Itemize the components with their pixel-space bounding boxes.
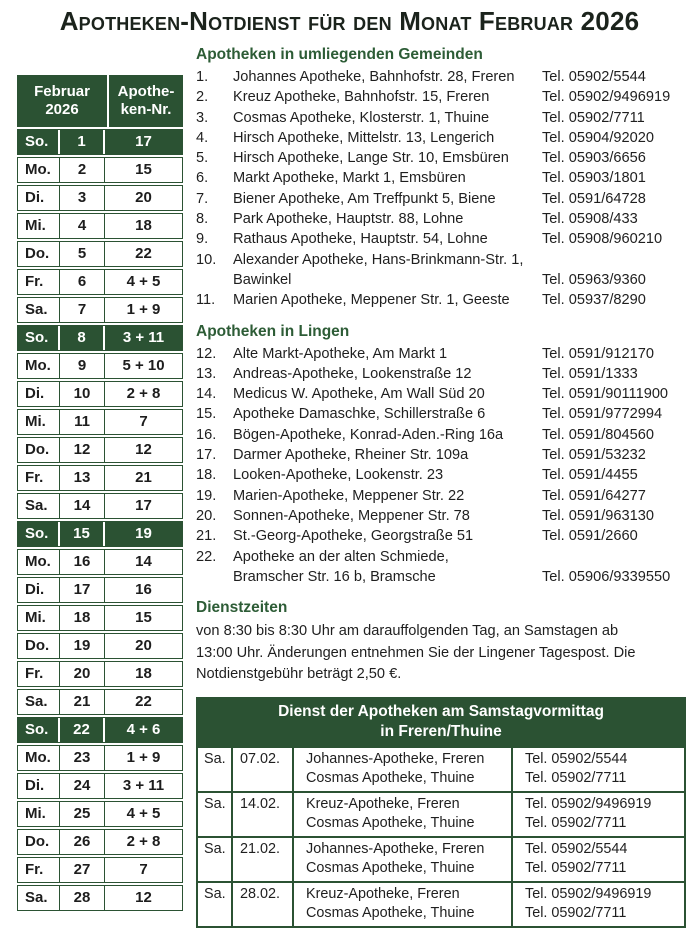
pharmacy-phone: Tel. 05908/960210 — [542, 231, 663, 248]
pharmacy-list-umliegende — [196, 67, 692, 311]
calendar-row — [17, 269, 183, 295]
pharmacy-name — [233, 364, 542, 384]
pharmacy-list-item — [196, 486, 692, 506]
pharmacy-name-line1: Apotheke Damaschke, Schillerstraße 6 — [233, 406, 486, 423]
saturday-phone-line2: Tel. 05902/7711 — [525, 815, 627, 832]
saturday-phones-cell — [513, 838, 684, 881]
calendar-nr-cell: 3 + 11 — [122, 329, 165, 347]
pharmacy-number: 11. — [196, 292, 216, 309]
pharmacy-name — [233, 404, 542, 424]
dienstzeiten-line3: Notdienstgebühr beträgt 2,50 €. — [196, 666, 402, 683]
calendar-row — [17, 493, 183, 519]
pharmacy-name-line1: Cosmas Apotheke, Klosterstr. 1, Thuine — [233, 109, 490, 126]
calendar-date-cell: 16 — [60, 550, 105, 574]
calendar-nr-cell: 3 + 11 — [122, 777, 165, 795]
pharmacy-number: 21. — [196, 528, 217, 545]
calendar-row — [17, 605, 183, 631]
pharmacy-number: 10. — [196, 251, 217, 268]
pharmacy-list-item — [196, 189, 692, 209]
saturday-pharmacy-line1: Johannes-Apotheke, Freren — [306, 750, 485, 767]
calendar-row — [17, 689, 183, 715]
saturday-phone-line1: Tel. 05902/9496919 — [525, 885, 652, 902]
calendar-table — [17, 75, 183, 913]
pharmacy-name-line2: Bramscher Str. 16 b, Bramsche — [233, 568, 436, 585]
calendar-date-cell: 6 — [60, 270, 105, 294]
calendar-date-cell: 22 — [60, 718, 105, 742]
saturday-table-header — [198, 699, 684, 746]
calendar-day-cell: Do. — [18, 830, 60, 854]
pharmacy-list-item — [196, 384, 692, 404]
calendar-date-cell: 21 — [60, 690, 105, 714]
saturday-day-cell: Sa. — [198, 838, 233, 881]
pharmacy-number: 9. — [196, 231, 209, 248]
saturday-pharmacy-line1: Kreuz-Apotheke, Freren — [306, 795, 460, 812]
calendar-day-cell: So. — [18, 522, 60, 546]
pharmacy-list-item — [196, 547, 692, 588]
pharmacy-name — [233, 250, 542, 291]
pharmacy-list-item — [196, 445, 692, 465]
calendar-row — [17, 633, 183, 659]
calendar-nr-cell: 16 — [135, 581, 152, 599]
pharmacy-list-item — [196, 290, 692, 310]
pharmacy-number: 6. — [196, 170, 209, 187]
saturday-phones-cell — [513, 883, 684, 926]
page-title: Apotheken-Notdienst für den Monat Februar 2026 — [59, 6, 640, 36]
pharmacy-list-item — [196, 250, 692, 291]
calendar-row — [17, 353, 183, 379]
pharmacy-name-line1: Bögen-Apotheke, Konrad-Aden.-Ring 16a — [233, 426, 504, 443]
saturday-phone-line1: Tel. 05902/5544 — [525, 750, 628, 767]
pharmacy-phone: Tel. 0591/64728 — [542, 190, 646, 207]
pharmacy-name — [233, 229, 542, 249]
calendar-nr-cell: 1 + 9 — [126, 749, 161, 767]
calendar-day-cell: Mo. — [18, 354, 60, 378]
calendar-date-cell: 3 — [60, 186, 105, 210]
calendar-nr-cell: 15 — [135, 161, 152, 179]
pharmacy-name — [233, 506, 542, 526]
calendar-nr-cell: 21 — [135, 469, 152, 487]
calendar-row — [17, 801, 183, 827]
calendar-nr-cell: 4 + 5 — [126, 805, 161, 823]
calendar-date-cell: 23 — [60, 746, 105, 770]
saturday-table-row — [198, 836, 684, 881]
calendar-row — [17, 381, 183, 407]
pharmacy-number: 13. — [196, 365, 217, 382]
pharmacy-name-line2: Bawinkel — [233, 271, 292, 288]
pharmacy-name-line1: Andreas-Apotheke, Lookenstraße 12 — [233, 365, 472, 382]
calendar-day-cell: Di. — [18, 578, 60, 602]
calendar-day-cell: Di. — [18, 382, 60, 406]
calendar-day-cell: So. — [18, 130, 60, 154]
saturday-date-cell: 28.02. — [233, 883, 294, 926]
calendar-row — [17, 577, 183, 603]
pharmacy-name — [233, 209, 542, 229]
calendar-day-cell: Mo. — [18, 550, 60, 574]
calendar-day-cell: Do. — [18, 242, 60, 266]
calendar-day-cell: So. — [18, 326, 60, 350]
pharmacy-number: 18. — [196, 467, 217, 484]
pharmacy-list-item — [196, 344, 692, 364]
dienstzeiten-text — [196, 621, 692, 686]
saturday-table-row — [198, 791, 684, 836]
calendar-date-cell: 26 — [60, 830, 105, 854]
calendar-date-cell: 5 — [60, 242, 105, 266]
pharmacy-name-line1: Hirsch Apotheke, Lange Str. 10, Emsbüren — [233, 150, 509, 167]
saturday-day-cell: Sa. — [198, 793, 233, 836]
calendar-date-cell: 18 — [60, 606, 105, 630]
pharmacy-phone: Tel. 05902/7711 — [542, 109, 645, 126]
calendar-nr-cell: 15 — [135, 609, 152, 627]
pharmacy-number: 17. — [196, 447, 217, 464]
pharmacy-name — [233, 465, 542, 485]
calendar-row — [17, 185, 183, 211]
pharmacy-number: 19. — [196, 487, 217, 504]
pharmacy-name-line1: Marien-Apotheke, Meppener Str. 22 — [233, 487, 465, 504]
pharmacy-phone: Tel. 0591/64277 — [542, 487, 646, 504]
pharmacy-name-line1: Park Apotheke, Hauptstr. 88, Lohne — [233, 211, 464, 228]
pharmacy-number: 5. — [196, 150, 209, 167]
calendar-nr-cell: 5 + 10 — [122, 357, 165, 375]
calendar-day-cell: Sa. — [18, 298, 60, 322]
pharmacy-list-item — [196, 108, 692, 128]
calendar-day-cell: Mi. — [18, 410, 60, 434]
section-heading-dienstzeiten: Dienstzeiten — [196, 599, 288, 617]
saturday-pharmacies-cell — [294, 793, 513, 836]
calendar-row — [17, 241, 183, 267]
dienstzeiten-line1: von 8:30 bis 8:30 Uhr am darauffolgenden Tag, an Samstagen ab — [196, 623, 619, 640]
calendar-row — [17, 857, 183, 883]
pharmacy-number: 20. — [196, 507, 217, 524]
pharmacy-name — [233, 486, 542, 506]
pharmacy-name — [233, 108, 542, 128]
calendar-day-cell: Fr. — [18, 662, 60, 686]
section-heading-lingen: Apotheken in Lingen — [196, 322, 350, 340]
calendar-nr-cell: 12 — [135, 889, 152, 907]
pharmacy-list-item — [196, 87, 692, 107]
pharmacy-phone: Tel. 05903/1801 — [542, 170, 646, 187]
pharmacy-phone: Tel. 0591/90111900 — [542, 386, 669, 403]
pharmacy-phone: Tel. 05902/5544 — [542, 69, 646, 85]
calendar-nr-cell: 2 + 8 — [126, 385, 161, 403]
pharmacy-name — [233, 547, 542, 588]
calendar-row — [17, 325, 183, 351]
calendar-date-cell: 2 — [60, 158, 105, 182]
calendar-row — [17, 549, 183, 575]
saturday-pharmacies-cell — [294, 883, 513, 926]
saturday-table-row — [198, 746, 684, 791]
pharmacy-phone: Tel. 05903/6656 — [542, 150, 646, 167]
calendar-date-cell: 9 — [60, 354, 105, 378]
calendar-row — [17, 465, 183, 491]
pharmacy-list-item — [196, 128, 692, 148]
calendar-nr-cell: 4 + 5 — [126, 273, 161, 291]
calendar-row — [17, 129, 183, 155]
calendar-nr-cell: 12 — [135, 441, 152, 459]
calendar-nr-cell: 17 — [135, 133, 152, 151]
pharmacy-name — [233, 425, 542, 445]
calendar-date-cell: 28 — [60, 886, 105, 910]
calendar-day-cell: Fr. — [18, 270, 60, 294]
saturday-phone-line1: Tel. 05902/9496919 — [525, 795, 652, 812]
pharmacy-list-item — [196, 209, 692, 229]
calendar-day-cell: Sa. — [18, 690, 60, 714]
pharmacy-number: 8. — [196, 211, 209, 228]
calendar-day-cell: Fr. — [18, 858, 60, 882]
pharmacy-name-line1: Alte Markt-Apotheke, Am Markt 1 — [233, 345, 448, 362]
pharmacy-phone: Tel. 05906/9339550 — [542, 568, 671, 585]
pharmacy-name-line1: Markt Apotheke, Markt 1, Emsbüren — [233, 170, 466, 187]
pharmacy-name — [233, 67, 542, 87]
calendar-nr-cell: 2 + 8 — [126, 833, 161, 851]
saturday-date-cell: 14.02. — [233, 793, 294, 836]
calendar-date-cell: 12 — [60, 438, 105, 462]
pharmacy-name-line1: Hirsch Apotheke, Mittelstr. 13, Lengerich — [233, 129, 495, 146]
calendar-date-cell: 20 — [60, 662, 105, 686]
pharmacy-list-item — [196, 526, 692, 546]
main-content — [196, 46, 692, 928]
calendar-nr-cell: 4 + 6 — [126, 721, 161, 739]
calendar-row — [17, 717, 183, 743]
calendar-date-cell: 1 — [60, 130, 105, 154]
pharmacy-phone: Tel. 05963/9360 — [542, 271, 646, 288]
pharmacy-name — [233, 445, 542, 465]
calendar-day-cell: Mo. — [18, 746, 60, 770]
pharmacy-list-item — [196, 404, 692, 424]
calendar-date-cell: 24 — [60, 774, 105, 798]
calendar-row — [17, 213, 183, 239]
dienstzeiten-line2: 13:00 Uhr. Änderungen entnehmen Sie der Lingener Tagespost. Die — [196, 644, 636, 661]
calendar-date-cell: 19 — [60, 634, 105, 658]
calendar-nr-cell: 14 — [135, 553, 152, 571]
calendar-year-label: 2026 — [45, 101, 79, 118]
calendar-row — [17, 773, 183, 799]
calendar-row — [17, 521, 183, 547]
calendar-nr-cell: 18 — [135, 665, 152, 683]
pharmacy-name — [233, 128, 542, 148]
pharmacy-phone: Tel. 0591/4455 — [542, 467, 638, 484]
pharmacy-name — [233, 290, 542, 310]
saturday-pharmacies-cell — [294, 838, 513, 881]
saturday-phone-line2: Tel. 05902/7711 — [525, 770, 627, 787]
pharmacy-name-line1: Marien Apotheke, Meppener Str. 1, Geeste — [233, 292, 510, 309]
saturday-phone-line1: Tel. 05902/5544 — [525, 840, 628, 857]
pharmacy-number: 7. — [196, 190, 209, 207]
calendar-day-cell: So. — [18, 718, 60, 742]
calendar-rows — [17, 129, 183, 911]
pharmacy-name-line1: Johannes Apotheke, Bahnhofstr. 28, Freren — [233, 69, 515, 85]
calendar-day-cell: Do. — [18, 634, 60, 658]
saturday-table-row — [198, 881, 684, 926]
calendar-date-cell: 11 — [60, 410, 105, 434]
calendar-nr-cell: 20 — [135, 637, 152, 655]
calendar-row — [17, 157, 183, 183]
pharmacy-name-line1: Apotheke an der alten Schmiede, — [233, 548, 449, 565]
pharmacy-phone: Tel. 0591/9772994 — [542, 406, 663, 423]
calendar-day-cell: Sa. — [18, 886, 60, 910]
saturday-pharmacy-line1: Kreuz-Apotheke, Freren — [306, 885, 460, 902]
saturday-phones-cell — [513, 748, 684, 791]
saturday-phones-cell — [513, 793, 684, 836]
calendar-day-cell: Sa. — [18, 494, 60, 518]
saturday-day-cell: Sa. — [198, 883, 233, 926]
calendar-day-cell: Mi. — [18, 214, 60, 238]
calendar-header-month — [17, 75, 107, 127]
pharmacy-name-line1: Biener Apotheke, Am Treffpunkt 5, Biene — [233, 190, 496, 207]
saturday-table-title-line1: Dienst der Apotheken am Samstagvormittag — [278, 702, 604, 720]
saturday-phone-line2: Tel. 05902/7711 — [525, 860, 627, 877]
pharmacy-list-item — [196, 229, 692, 249]
calendar-nr-cell: 17 — [135, 497, 152, 515]
calendar-date-cell: 14 — [60, 494, 105, 518]
calendar-date-cell: 4 — [60, 214, 105, 238]
pharmacy-number: 15. — [196, 406, 217, 423]
saturday-pharmacy-line1: Johannes-Apotheke, Freren — [306, 840, 485, 857]
pharmacy-name-line1: Darmer Apotheke, Rheiner Str. 109a — [233, 447, 469, 464]
pharmacy-list-item — [196, 168, 692, 188]
pharmacy-phone: Tel. 0591/963130 — [542, 507, 654, 524]
pharmacy-phone: Tel. 0591/1333 — [542, 365, 638, 382]
pharmacy-name — [233, 344, 542, 364]
calendar-date-cell: 8 — [60, 326, 105, 350]
saturday-pharmacies-cell — [294, 748, 513, 791]
calendar-date-cell: 25 — [60, 802, 105, 826]
pharmacy-phone: Tel. 05937/8290 — [542, 292, 646, 309]
pharmacy-list-item — [196, 148, 692, 168]
pharmacy-name-line1: Rathaus Apotheke, Hauptstr. 54, Lohne — [233, 231, 488, 248]
calendar-date-cell: 13 — [60, 466, 105, 490]
pharmacy-number: 14. — [196, 386, 217, 403]
calendar-row — [17, 885, 183, 911]
pharmacy-list-item — [196, 364, 692, 384]
pharmacy-name-line1: Medicus W. Apotheke, Am Wall Süd 20 — [233, 386, 485, 403]
pharmacy-list-item — [196, 67, 692, 87]
calendar-day-cell: Fr. — [18, 466, 60, 490]
calendar-row — [17, 829, 183, 855]
pharmacy-name — [233, 189, 542, 209]
calendar-nr-cell: 22 — [135, 693, 152, 711]
pharmacy-name — [233, 526, 542, 546]
calendar-nr-cell: 7 — [139, 413, 148, 431]
saturday-pharmacy-line2: Cosmas Apotheke, Thuine — [306, 770, 475, 787]
calendar-row — [17, 409, 183, 435]
pharmacy-phone: Tel. 0591/2660 — [542, 528, 638, 545]
calendar-nr-cell: 18 — [135, 217, 152, 235]
pharmacy-name — [233, 87, 542, 107]
pharmacy-name — [233, 168, 542, 188]
pharmacy-phone: Tel. 0591/912170 — [542, 345, 654, 362]
calendar-nr-cell: 7 — [139, 861, 148, 879]
calendar-date-cell: 17 — [60, 578, 105, 602]
calendar-day-cell: Mo. — [18, 158, 60, 182]
calendar-row — [17, 745, 183, 771]
saturday-table-title-line2: in Freren/Thuine — [380, 722, 502, 740]
calendar-row — [17, 437, 183, 463]
pharmacy-phone: Tel. 05904/92020 — [542, 129, 654, 146]
pharmacy-number: 22. — [196, 548, 217, 565]
pharmacy-list-item — [196, 425, 692, 445]
calendar-nr-cell: 20 — [135, 189, 152, 207]
saturday-day-cell: Sa. — [198, 748, 233, 791]
calendar-day-cell: Do. — [18, 438, 60, 462]
saturday-pharmacy-line2: Cosmas Apotheke, Thuine — [306, 905, 475, 922]
calendar-day-cell: Mi. — [18, 802, 60, 826]
pharmacy-number: 4. — [196, 129, 209, 146]
calendar-row — [17, 297, 183, 323]
pharmacy-number: 2. — [196, 89, 209, 106]
pharmacy-list-lingen — [196, 344, 692, 588]
pharmacy-name-line1: Sonnen-Apotheke, Meppener Str. 78 — [233, 507, 470, 524]
saturday-pharmacy-line2: Cosmas Apotheke, Thuine — [306, 860, 475, 877]
saturday-date-cell: 07.02. — [233, 748, 294, 791]
calendar-date-cell: 10 — [60, 382, 105, 406]
pharmacy-phone: Tel. 05902/9496919 — [542, 89, 671, 106]
saturday-date-cell: 21.02. — [233, 838, 294, 881]
pharmacy-phone: Tel. 0591/53232 — [542, 447, 646, 464]
pharmacy-number: 12. — [196, 345, 217, 362]
calendar-nr-label-line1: Apothe- — [117, 83, 175, 100]
pharmacy-phone: Tel. 05908/433 — [542, 211, 638, 228]
saturday-phone-line2: Tel. 05902/7711 — [525, 905, 627, 922]
saturday-pharmacy-line2: Cosmas Apotheke, Thuine — [306, 815, 475, 832]
pharmacy-name — [233, 148, 542, 168]
calendar-nr-cell: 22 — [135, 245, 152, 263]
pharmacy-number: 16. — [196, 426, 217, 443]
saturday-table-rows — [198, 746, 684, 926]
saturday-duty-table — [196, 697, 686, 928]
pharmacy-number: 3. — [196, 109, 209, 126]
pharmacy-name — [233, 384, 542, 404]
pharmacy-number: 1. — [196, 69, 209, 85]
calendar-day-cell: Di. — [18, 186, 60, 210]
pharmacy-name-line1: Looken-Apotheke, Lookenstr. 23 — [233, 467, 444, 484]
calendar-nr-label-line2: ken-Nr. — [120, 101, 172, 118]
pharmacy-phone: Tel. 0591/804560 — [542, 426, 654, 443]
calendar-nr-cell: 1 + 9 — [126, 301, 161, 319]
pharmacy-list-item — [196, 506, 692, 526]
section-heading-umliegende: Apotheken in umliegenden Gemeinden — [196, 46, 483, 63]
pharmacy-list-item — [196, 465, 692, 485]
calendar-date-cell: 27 — [60, 858, 105, 882]
pharmacy-name-line1: St.-Georg-Apotheke, Georgstraße 51 — [233, 528, 474, 545]
calendar-header — [17, 75, 183, 127]
calendar-day-cell: Mi. — [18, 606, 60, 630]
calendar-date-cell: 15 — [60, 522, 105, 546]
calendar-nr-cell: 19 — [135, 525, 152, 543]
calendar-header-nr — [107, 75, 183, 127]
calendar-day-cell: Di. — [18, 774, 60, 798]
calendar-month-label: Februar — [34, 83, 90, 100]
pharmacy-name-line1: Alexander Apotheke, Hans-Brinkmann-Str. 1, — [233, 251, 524, 268]
calendar-date-cell: 7 — [60, 298, 105, 322]
calendar-row — [17, 661, 183, 687]
pharmacy-name-line1: Kreuz Apotheke, Bahnhofstr. 15, Freren — [233, 89, 490, 106]
